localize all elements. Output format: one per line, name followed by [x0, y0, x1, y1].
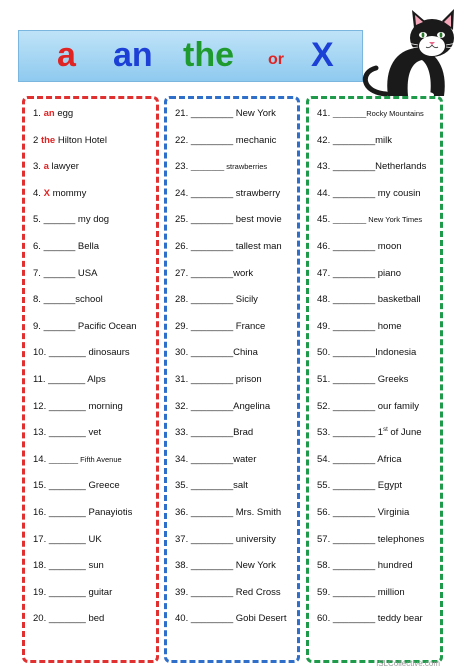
item-text: mommy — [52, 187, 87, 199]
item-number: 43. — [317, 161, 331, 173]
item-text: ________ tallest man — [190, 240, 282, 252]
item-number: 4. — [33, 187, 41, 199]
exercise-item — [317, 580, 436, 607]
exercise-item — [33, 314, 152, 341]
exercise-item — [33, 500, 152, 527]
item-text: ________ France — [190, 320, 266, 332]
exercise-item — [175, 181, 293, 208]
item-number: 13. — [33, 427, 47, 439]
exercise-item — [317, 181, 436, 208]
item-text: ________China — [190, 347, 258, 359]
title-word-a: a — [57, 36, 76, 74]
item-number: 42. — [317, 134, 331, 146]
exercise-item — [175, 527, 293, 554]
item-number: 12. — [33, 400, 47, 412]
exercise-item — [175, 420, 293, 447]
item-text: _______ Fifth Avenue — [48, 454, 122, 464]
item-text: ________Brad — [190, 427, 254, 439]
exercise-item — [175, 473, 293, 500]
item-number: 51. — [317, 373, 331, 385]
item-number: 20. — [33, 613, 47, 625]
item-number: 52. — [317, 400, 331, 412]
item-number: 41. — [317, 108, 331, 119]
item-number: 2 — [33, 134, 39, 146]
item-text: _______ vet — [48, 427, 102, 439]
exercise-item — [33, 473, 152, 500]
item-number: 39. — [175, 586, 189, 598]
exercise-item — [175, 287, 293, 314]
exercise-item — [33, 340, 152, 367]
item-number: 48. — [317, 294, 331, 306]
exercise-item — [33, 234, 152, 261]
exercise-item — [317, 367, 436, 394]
item-number: 11. — [33, 373, 46, 385]
item-number: 33. — [175, 427, 189, 439]
exercise-item — [33, 394, 152, 421]
item-text: ________ Red Cross — [190, 586, 281, 598]
item-text: ________ best movie — [190, 214, 282, 226]
item-text: ________work — [190, 267, 254, 279]
item-text: lawyer — [51, 161, 79, 173]
exercise-item — [33, 287, 152, 314]
item-text: _______ Greece — [48, 480, 120, 492]
item-number: 17. — [33, 533, 47, 545]
item-text: ________Indonesia — [332, 347, 417, 359]
exercise-item — [33, 207, 152, 234]
exercise-item — [33, 420, 152, 447]
exercise-item — [175, 314, 293, 341]
item-number: 29. — [175, 320, 189, 332]
item-number: 47. — [317, 267, 331, 279]
title-word-x: X — [311, 36, 334, 74]
item-number: 59. — [317, 586, 331, 598]
item-text: ______ Pacific Ocean — [43, 320, 137, 332]
exercise-item — [175, 340, 293, 367]
item-text: _______ bed — [48, 613, 105, 625]
item-text: ________ basketball — [332, 294, 421, 306]
item-text: ________ Gobi Desert — [190, 613, 287, 625]
exercise-item — [317, 340, 436, 367]
item-text-after: of June — [387, 427, 422, 439]
item-text: ________Angelina — [190, 400, 271, 412]
item-text: ________ prison — [190, 373, 262, 385]
item-text: _______ dinosaurs — [48, 347, 130, 359]
exercise-item — [175, 234, 293, 261]
item-number: 8. — [33, 294, 41, 306]
item-number: 25. — [175, 214, 189, 226]
item-text: ______ Bella — [43, 240, 100, 252]
exercise-item — [317, 447, 436, 474]
exercise-item — [175, 154, 293, 181]
title-word-the: the — [183, 36, 234, 74]
item-text: _______ morning — [48, 400, 123, 412]
item-text: ________ telephones — [332, 533, 425, 545]
item-number: 5. — [33, 214, 41, 226]
exercise-item — [33, 261, 152, 288]
item-text: ________ mechanic — [190, 134, 277, 146]
item-number: 34. — [175, 453, 189, 465]
item-number: 7. — [33, 267, 41, 279]
item-text: ________ piano — [332, 267, 402, 279]
item-number: 18. — [33, 560, 47, 572]
item-number: 15. — [33, 480, 47, 492]
exercise-item — [317, 207, 436, 234]
item-number: 31. — [175, 373, 189, 385]
cat-illustration — [356, 8, 468, 98]
exercise-item — [175, 128, 293, 155]
exercise-item — [317, 154, 436, 181]
exercise-item — [175, 580, 293, 607]
title-banner — [18, 30, 363, 82]
item-number: 16. — [33, 506, 47, 518]
item-answer: the — [40, 134, 56, 146]
column-1-box — [22, 96, 159, 663]
exercise-item — [175, 606, 293, 633]
exercise-item — [317, 314, 436, 341]
item-number: 27. — [175, 267, 189, 279]
item-text: ________ Sicily — [190, 294, 258, 306]
exercise-item — [33, 527, 152, 554]
item-text: ________ 1 — [332, 427, 384, 439]
item-text: Hilton Hotel — [57, 134, 107, 146]
item-text: _______ Panayiotis — [48, 506, 133, 518]
exercise-item — [175, 394, 293, 421]
item-number: 3. — [33, 161, 41, 173]
exercise-item — [317, 420, 436, 447]
exercise-item — [317, 261, 436, 288]
item-number: 24. — [175, 187, 189, 199]
item-text: ________ Africa — [332, 453, 402, 465]
item-text: ________ our family — [332, 400, 419, 412]
exercise-item — [175, 367, 293, 394]
item-number: 40. — [175, 613, 189, 625]
item-number: 19. — [33, 586, 47, 598]
item-number: 37. — [175, 533, 189, 545]
item-text: _______ Alps — [48, 373, 106, 385]
item-number: 23. — [175, 161, 189, 173]
column-3-list — [317, 101, 436, 633]
item-text: ________ hundred — [332, 560, 413, 572]
item-text: ________milk — [332, 134, 393, 146]
exercise-item — [33, 580, 152, 607]
item-text: egg — [57, 108, 74, 119]
item-number: 46. — [317, 240, 331, 252]
item-text: ________ teddy bear — [332, 613, 423, 625]
item-text: ________ Greeks — [332, 373, 409, 385]
item-number: 38. — [175, 560, 189, 572]
item-answer: an — [43, 108, 55, 119]
item-number: 1. — [33, 108, 41, 119]
exercise-item — [33, 367, 152, 394]
item-number: 21. — [175, 108, 189, 119]
item-text: ________ Mrs. Smith — [190, 506, 282, 518]
item-text: ______ my dog — [43, 214, 110, 226]
exercise-item — [317, 394, 436, 421]
item-text: ________water — [190, 453, 257, 465]
item-text: ________ New York — [190, 560, 276, 572]
item-text: ________ million — [332, 586, 405, 598]
exercise-item — [175, 261, 293, 288]
exercise-item — [33, 553, 152, 580]
item-text: ________salt — [190, 480, 248, 492]
item-number: 55. — [317, 480, 331, 492]
item-text: ________Rocky Mountains — [332, 109, 424, 118]
exercise-item — [317, 553, 436, 580]
item-text: ________ New York Times — [332, 215, 423, 225]
item-text: ________Netherlands — [332, 161, 427, 173]
column-2-box — [164, 96, 300, 663]
item-number: 26. — [175, 240, 189, 252]
item-text: ________ strawberries — [190, 162, 268, 172]
item-number: 35. — [175, 480, 189, 492]
item-text: ________ home — [332, 320, 402, 332]
exercise-item — [33, 101, 152, 128]
exercise-item — [317, 500, 436, 527]
exercise-item — [33, 154, 152, 181]
item-text: ________ New York — [190, 108, 276, 119]
column-3-box — [306, 96, 443, 663]
item-number: 57. — [317, 533, 331, 545]
exercise-item — [317, 234, 436, 261]
exercise-item — [317, 473, 436, 500]
item-text: _______ guitar — [48, 586, 113, 598]
item-number: 36. — [175, 506, 189, 518]
exercise-item — [175, 101, 293, 128]
item-number: 45. — [317, 214, 331, 226]
item-text: ________ moon — [332, 240, 402, 252]
exercise-item — [33, 447, 152, 474]
item-number: 49. — [317, 320, 331, 332]
item-number: 14. — [33, 453, 47, 465]
column-1-list — [33, 101, 152, 633]
exercise-item — [175, 447, 293, 474]
item-text: ______ USA — [43, 267, 98, 279]
item-number: 30. — [175, 347, 189, 359]
exercise-item — [175, 500, 293, 527]
exercise-item — [317, 606, 436, 633]
exercise-item — [175, 553, 293, 580]
column-2-list — [175, 101, 293, 633]
item-number: 10. — [33, 347, 47, 359]
item-text: ________ strawberry — [190, 187, 281, 199]
exercise-item — [33, 128, 152, 155]
item-number: 32. — [175, 400, 189, 412]
item-text: ______school — [43, 294, 103, 306]
item-number: 9. — [33, 320, 41, 332]
item-number: 28. — [175, 294, 189, 306]
exercise-item — [317, 128, 436, 155]
item-superscript: st — [383, 426, 388, 433]
item-text: _______ UK — [48, 533, 102, 545]
item-answer: X — [43, 187, 50, 199]
footer-watermark: iSLCollective.com — [376, 659, 440, 668]
exercise-item — [317, 101, 436, 128]
item-number: 60. — [317, 613, 331, 625]
item-number: 22. — [175, 134, 189, 146]
item-number: 54. — [317, 453, 331, 465]
item-number: 56. — [317, 506, 331, 518]
title-word-an: an — [113, 36, 153, 74]
item-number: 50. — [317, 347, 331, 359]
item-number: 53. — [317, 427, 331, 439]
item-text: ________ my cousin — [332, 187, 421, 199]
item-number: 58. — [317, 560, 331, 572]
exercise-item — [33, 606, 152, 633]
exercise-item — [33, 181, 152, 208]
exercise-item — [175, 207, 293, 234]
item-number: 6. — [33, 240, 41, 252]
item-text: _______ sun — [48, 560, 104, 572]
title-word-or: or — [268, 51, 284, 68]
item-number: 44. — [317, 187, 331, 199]
item-text: ________ Virginia — [332, 506, 410, 518]
exercise-item — [317, 287, 436, 314]
item-text: ________ university — [190, 533, 276, 545]
item-answer: a — [43, 161, 49, 173]
item-text: ________ Egypt — [332, 480, 403, 492]
exercise-item — [317, 527, 436, 554]
